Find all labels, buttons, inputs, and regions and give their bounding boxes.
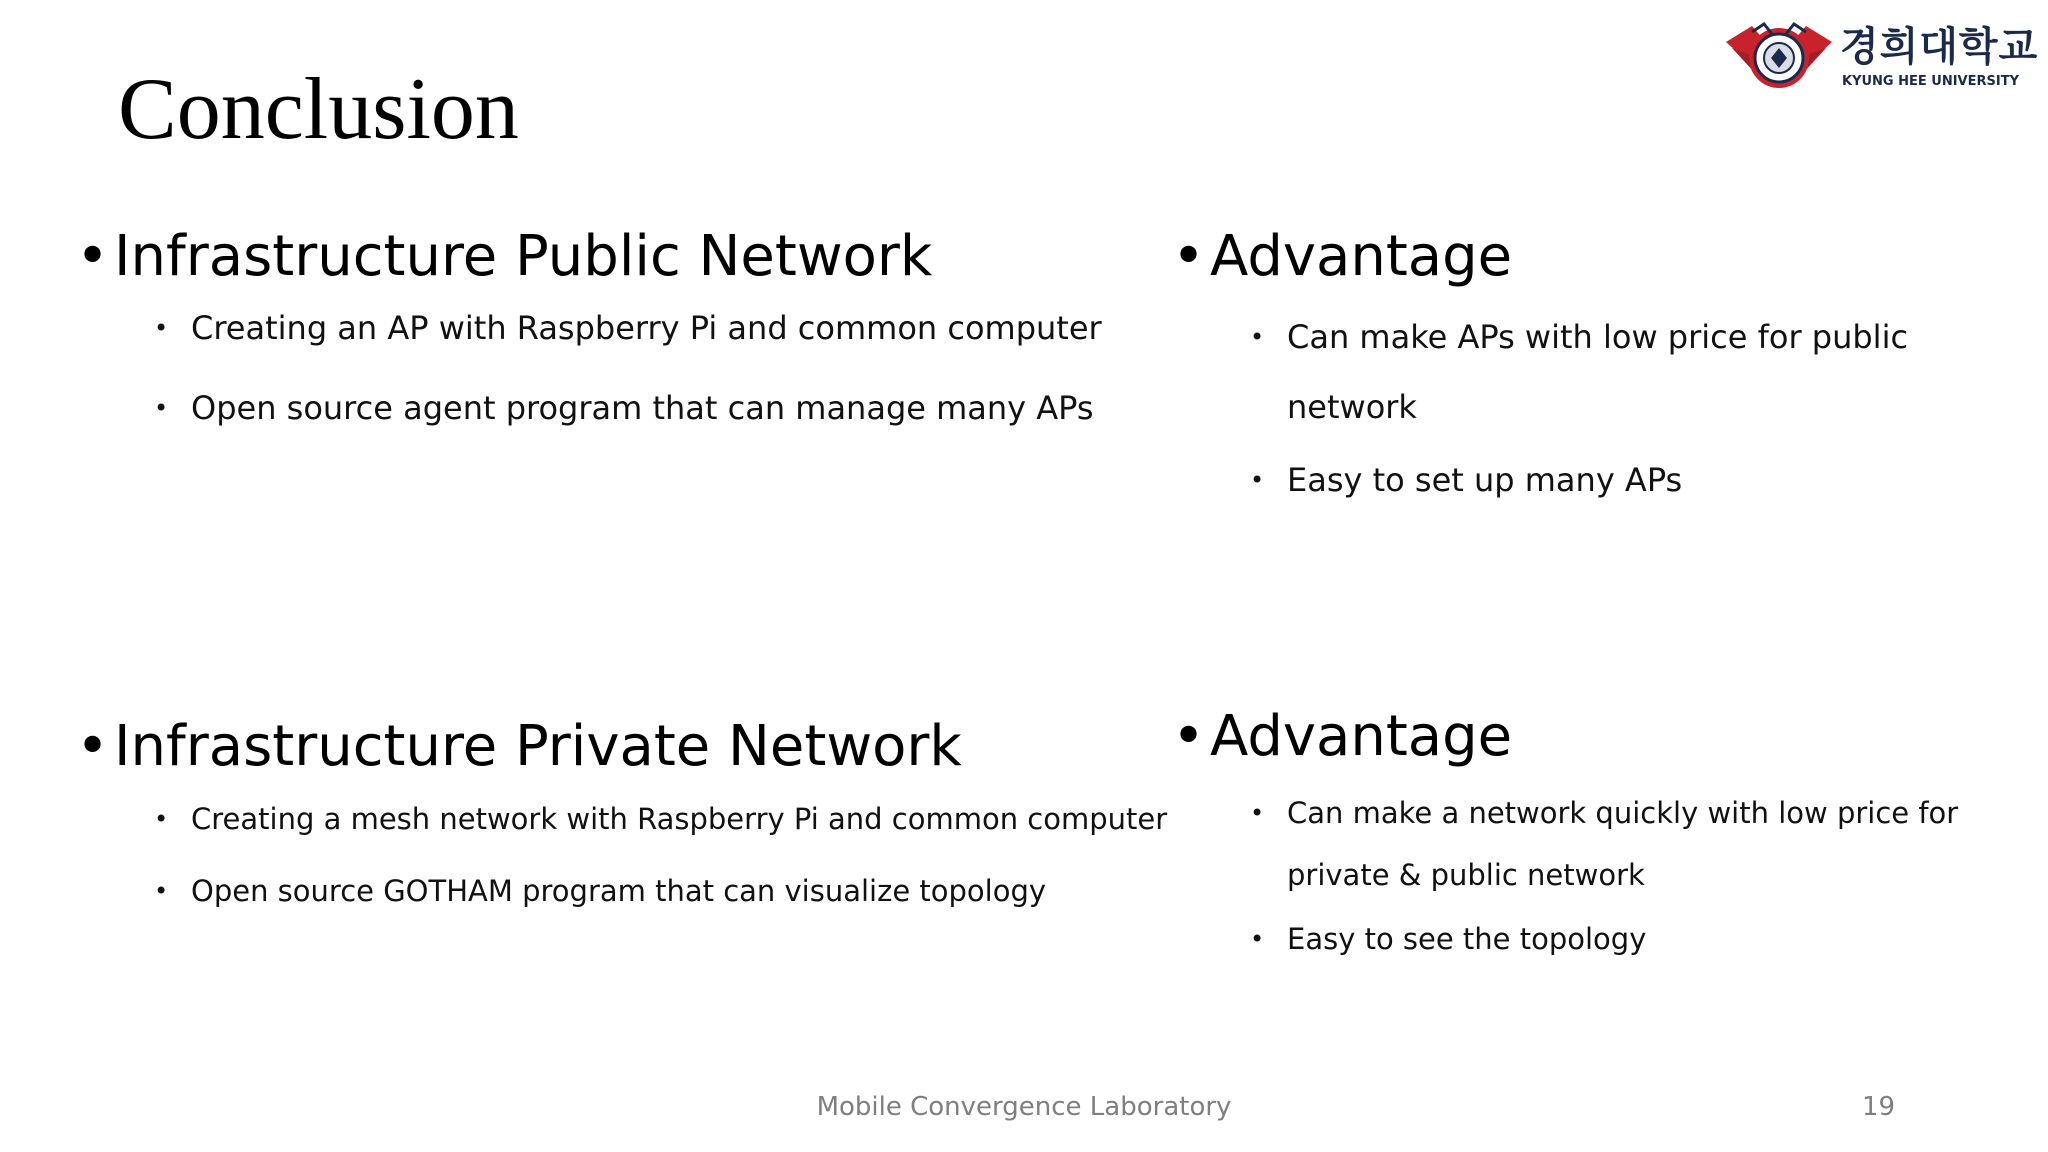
list-item — [76, 382, 1102, 434]
page-number: 19 — [1862, 1092, 1896, 1122]
slide-title: Conclusion — [118, 61, 519, 158]
university-name-korean: 경희대학교 — [1840, 24, 2039, 70]
section-private-advantage — [1172, 702, 2012, 962]
bullet-icon: • — [154, 314, 169, 342]
list-item — [1172, 302, 2012, 442]
list-item-text: Can make a network quickly with low price for private & public network — [1287, 796, 1959, 892]
section-heading — [1172, 222, 2012, 292]
section-private-network — [76, 712, 1167, 914]
list-item-text: Creating a mesh network with Raspberry Pi and common computer — [191, 802, 1168, 836]
bullet-icon: • — [76, 224, 110, 289]
section-heading — [76, 712, 1167, 782]
bullet-icon: • — [154, 394, 169, 422]
university-emblem-icon — [1724, 20, 1834, 95]
bullet-icon: • — [1172, 224, 1206, 289]
list-item-text: Open source agent program that can manage many APs — [191, 389, 1094, 427]
section-public-network — [76, 222, 1102, 434]
list-item-text: Can make APs with low price for public network — [1287, 318, 1909, 426]
university-logo — [1724, 20, 2039, 95]
list-item — [1172, 916, 2012, 962]
list-item — [1172, 454, 2012, 506]
list-item — [76, 302, 1102, 354]
heading-text: Advantage — [1210, 224, 1513, 289]
section-heading — [1172, 702, 2012, 772]
bullet-icon: • — [1250, 799, 1265, 827]
bullet-icon: • — [154, 877, 169, 905]
list-item — [76, 796, 1167, 842]
list-item-text: Easy to see the topology — [1287, 922, 1647, 956]
bullet-icon: • — [1250, 323, 1265, 351]
heading-text: Infrastructure Private Network — [114, 714, 962, 779]
heading-text: Infrastructure Public Network — [114, 224, 933, 289]
bullet-icon: • — [154, 805, 169, 833]
bullet-icon: • — [1172, 704, 1206, 769]
list-item-text: Creating an AP with Raspberry Pi and common computer — [191, 309, 1102, 347]
list-item-text: Easy to set up many APs — [1287, 461, 1683, 499]
bullet-icon: • — [1250, 925, 1265, 953]
footer-lab-name: Mobile Convergence Laboratory — [816, 1092, 1232, 1122]
bullet-icon: • — [1250, 466, 1265, 494]
list-item-text: Open source GOTHAM program that can visualize topology — [191, 874, 1047, 908]
section-public-advantage — [1172, 222, 2012, 506]
list-item — [1172, 782, 2012, 906]
bullet-icon: • — [76, 714, 110, 779]
heading-text: Advantage — [1210, 704, 1513, 769]
university-name-english: KYUNG HEE UNIVERSITY — [1842, 74, 2019, 89]
list-item — [76, 868, 1167, 914]
section-heading — [76, 222, 1102, 292]
